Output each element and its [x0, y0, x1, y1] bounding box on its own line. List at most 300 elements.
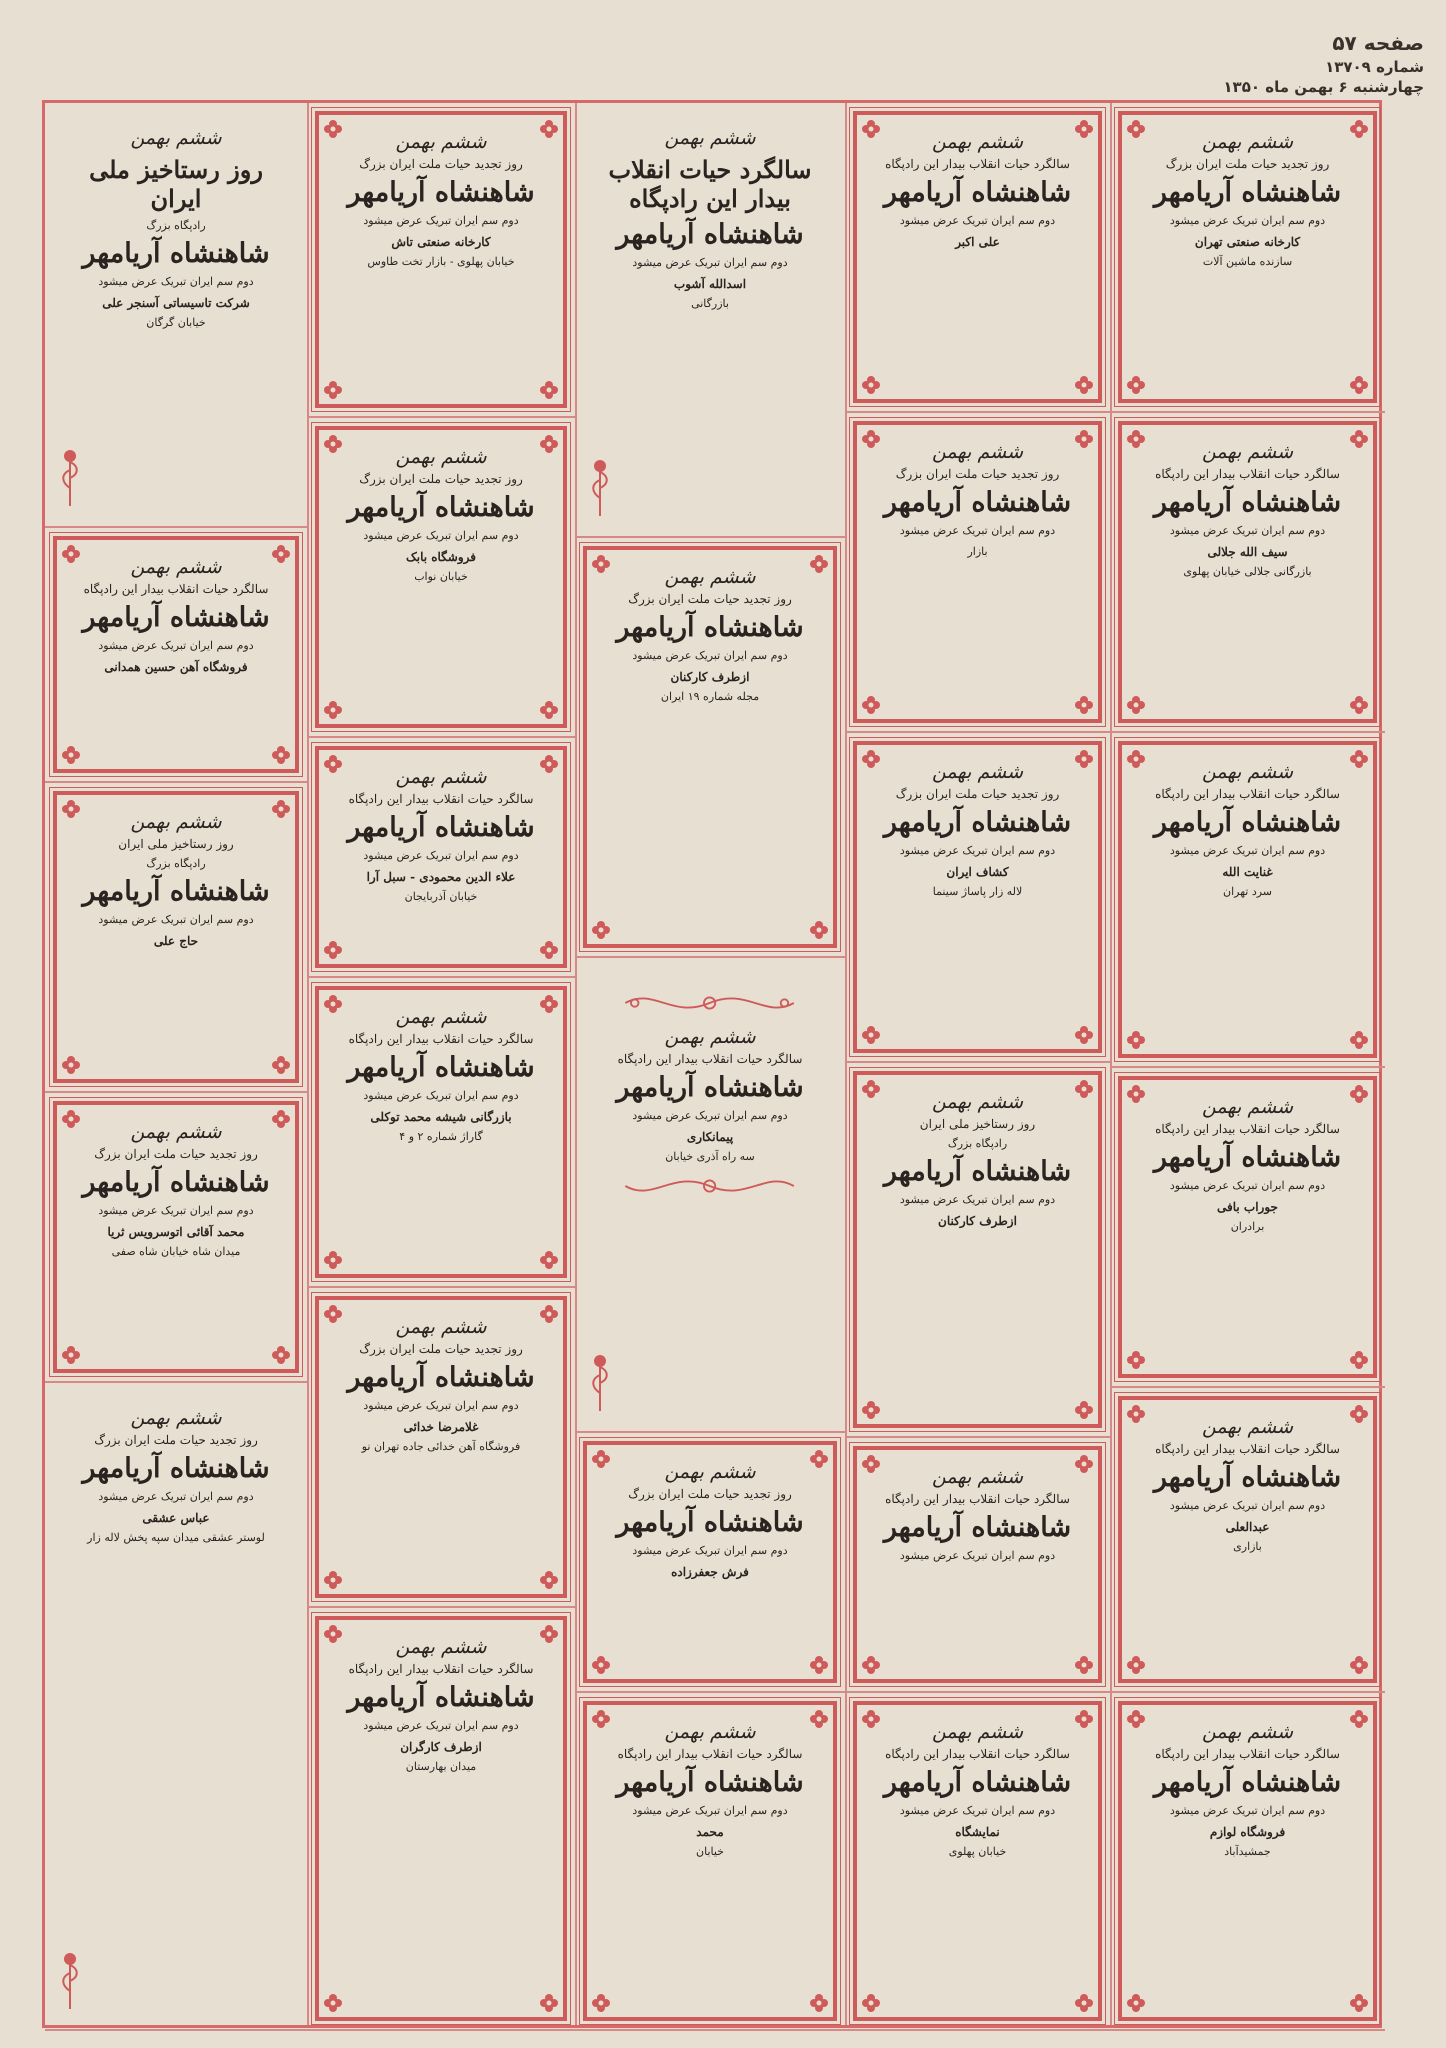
ad-title: روز تجدید حیات ملت ایران بزرگ	[94, 1433, 258, 1447]
ad-main-text: شاهنشاه آریامهر	[883, 807, 1072, 838]
ad-title: روز تجدید حیات ملت ایران بزرگ	[895, 787, 1060, 801]
ad-headline: ششم بهمن	[1201, 131, 1294, 153]
ad-cell	[845, 1438, 1110, 1693]
ad-note: دوم سم ایران تبریک عرض میشود	[363, 849, 519, 862]
greeting-ad	[53, 536, 299, 773]
flower-ornament-icon	[1349, 1404, 1369, 1424]
ad-advertiser: بازرگانی شیشه محمد توکلی	[370, 1110, 512, 1124]
ad-main-text: شاهنشاه آریامهر	[883, 1156, 1072, 1187]
ad-note: دوم سم ایران تبریک عرض میشود	[632, 256, 788, 269]
ad-cell	[307, 978, 575, 1288]
ad-headline: ششم بهمن	[130, 1121, 222, 1143]
ad-headline: ششم بهمن	[395, 446, 487, 468]
ad-main-text: شاهنشاه آریامهر	[82, 1167, 270, 1198]
flower-ornament-icon	[323, 700, 343, 720]
flower-ornament-icon	[1349, 429, 1369, 449]
flower-ornament-icon	[861, 119, 881, 139]
ad-subtitle: رادپگاه بزرگ	[146, 219, 206, 232]
ad-cell	[1110, 733, 1385, 1068]
ad-cell	[1110, 1388, 1385, 1693]
flower-ornament-icon	[61, 799, 81, 819]
ad-cell	[845, 103, 1110, 413]
ad-headline: ششم بهمن	[1201, 761, 1294, 783]
flower-ornament-icon	[61, 1109, 81, 1129]
flower-ornament-icon	[323, 1304, 343, 1324]
flower-ornament-icon	[861, 375, 881, 395]
flower-ornament-icon	[539, 1570, 559, 1590]
ad-cell	[845, 413, 1110, 733]
ad-main-text: شاهنشاه آریامهر	[347, 1682, 535, 1713]
flower-ornament-icon	[271, 799, 291, 819]
flower-ornament-icon	[861, 429, 881, 449]
ad-headline: ششم بهمن	[395, 1006, 487, 1028]
flower-ornament-icon	[1074, 695, 1094, 715]
ad-advertiser: محمد آقائی اتوسرویس ثریا	[107, 1225, 245, 1239]
flower-ornament-icon	[809, 554, 829, 574]
flower-ornament-icon	[323, 1250, 343, 1270]
ad-headline: ششم بهمن	[395, 766, 487, 788]
ad-cell	[45, 103, 307, 528]
flower-ornament-icon	[1074, 1025, 1094, 1045]
greeting-ad	[315, 746, 567, 968]
greeting-ad	[853, 111, 1102, 403]
ad-cell	[307, 738, 575, 978]
ad-address: خیابان نواب	[414, 570, 468, 583]
ornament-banner-icon	[616, 1169, 803, 1203]
ad-title: سالگرد حیات انقلاب بیدار این رادپگاه	[348, 1032, 534, 1046]
flower-ornament-icon	[861, 749, 881, 769]
ad-headline: ششم بهمن	[664, 1026, 756, 1048]
ad-address: خیابان پهلوی	[948, 1845, 1007, 1858]
flower-ornament-icon	[809, 1709, 829, 1729]
flower-ornament-icon	[1074, 1454, 1094, 1474]
flower-ornament-icon	[861, 695, 881, 715]
flower-ornament-icon	[1126, 429, 1146, 449]
ad-advertiser: کارخانه صنعتی تاش	[391, 235, 491, 249]
ad-title: سالگرد حیات انقلاب بیدار این رادپگاه	[617, 1747, 803, 1761]
ad-title: سالگرد حیات انقلاب بیدار این رادپگاه	[1155, 1442, 1340, 1456]
ad-advertiser: فروشگاه آهن حسین همدانی	[104, 660, 248, 674]
flower-ornament-icon	[271, 1109, 291, 1129]
flower-ornament-icon	[591, 1993, 611, 2013]
ad-main-text: شاهنشاه آریامهر	[883, 1512, 1072, 1543]
issue-number: شماره ۱۳۷۰۹	[1325, 58, 1424, 76]
ad-main-text: شاهنشاه آریامهر	[347, 177, 535, 208]
ad-cell	[845, 1063, 1110, 1438]
flower-ornament-icon	[1349, 119, 1369, 139]
ad-subtitle: رادپگاه بزرگ	[146, 857, 206, 870]
ad-sheet	[42, 100, 1382, 2028]
flower-ornament-icon	[323, 1570, 343, 1590]
ad-note: دوم سم ایران تبریک عرض میشود	[98, 1204, 254, 1217]
ad-headline: ششم بهمن	[395, 131, 487, 153]
ad-address: بازرگانی	[691, 297, 729, 310]
greeting-ad	[53, 111, 299, 518]
flower-ornament-icon	[271, 745, 291, 765]
greeting-ad	[1118, 1396, 1377, 1683]
flower-ornament-icon	[539, 1624, 559, 1644]
ad-advertiser: شرکت تاسیساتی آسنجر علی	[102, 296, 250, 310]
ad-subtitle: رادپگاه بزرگ	[947, 1137, 1008, 1150]
flower-ornament-icon	[1126, 1993, 1146, 2013]
ad-cell	[45, 1383, 307, 2031]
ad-title: سالگرد حیات انقلاب بیدار این رادپگاه	[1155, 787, 1340, 801]
greeting-ad	[583, 1441, 837, 1683]
flower-ornament-icon	[323, 119, 343, 139]
flower-ornament-icon	[539, 1304, 559, 1324]
ad-cell	[45, 528, 307, 783]
ad-main-text: شاهنشاه آریامهر	[82, 1453, 270, 1484]
flower-ornament-icon	[539, 994, 559, 1014]
flower-ornament-icon	[61, 745, 81, 765]
flower-ornament-icon	[591, 1655, 611, 1675]
flower-ornament-icon	[809, 1655, 829, 1675]
ad-main-text: شاهنشاه آریامهر	[1153, 807, 1342, 838]
ad-note: دوم سم ایران تبریک عرض میشود	[98, 913, 254, 926]
flower-ornament-icon	[1126, 1655, 1146, 1675]
ad-cell	[307, 1288, 575, 1608]
ad-address: خیابان پهلوی - بازار تخت طاوس	[367, 255, 515, 268]
ad-address: میدان شاه خیابان شاه صفی	[111, 1245, 241, 1258]
ad-advertiser: کشاف ایران	[946, 865, 1009, 879]
ad-note: دوم سم ایران تبریک عرض میشود	[98, 275, 254, 288]
ad-title: روز تجدید حیات ملت ایران بزرگ	[895, 467, 1060, 481]
flower-ornament-icon	[861, 1079, 881, 1099]
flower-ornament-icon	[861, 1400, 881, 1420]
ad-cell	[45, 1093, 307, 1383]
ad-note: دوم سم ایران تبریک عرض میشود	[1169, 844, 1326, 857]
ad-note: دوم سم ایران تبریک عرض میشود	[899, 524, 1056, 537]
ad-advertiser: علاء الدین محمودی - سبل آرا	[366, 870, 516, 884]
greeting-ad	[853, 1071, 1102, 1428]
ad-main-text: شاهنشاه آریامهر	[616, 1767, 804, 1798]
ad-headline: ششم بهمن	[664, 1461, 756, 1483]
ad-title: سالگرد حیات انقلاب بیدار این رادپگاه	[1155, 1747, 1340, 1761]
greeting-ad	[315, 1616, 567, 2021]
ad-address: بازار	[967, 545, 988, 558]
flower-ornament-icon	[861, 1655, 881, 1675]
ad-advertiser: ازطرف کارگران	[400, 1740, 482, 1754]
ad-column	[45, 103, 307, 2025]
ad-advertiser: سیف الله جلالی	[1207, 545, 1288, 559]
ad-note: دوم سم ایران تبریک عرض میشود	[899, 214, 1056, 227]
ad-cell	[575, 1693, 845, 2031]
flower-ornament-icon	[1349, 375, 1369, 395]
ad-advertiser: کارخانه صنعتی تهران	[1194, 235, 1301, 249]
ad-advertiser: عباس عشقی	[142, 1511, 210, 1525]
ad-main-text: شاهنشاه آریامهر	[347, 1362, 535, 1393]
ad-cell	[575, 538, 845, 958]
ad-column	[845, 103, 1110, 2025]
ad-advertiser: فروشگاه لوازم	[1209, 1825, 1286, 1839]
flower-ornament-icon	[323, 380, 343, 400]
ad-main-text: شاهنشاه آریامهر	[1153, 1767, 1342, 1798]
flower-ornament-icon	[1349, 695, 1369, 715]
ad-title: سالگرد حیات انقلاب بیدار این رادپگاه	[885, 1492, 1070, 1506]
flower-ornament-icon	[539, 1250, 559, 1270]
ad-cell	[575, 103, 845, 538]
ad-headline: ششم بهمن	[931, 761, 1024, 783]
ad-main-text: شاهنشاه آریامهر	[1153, 177, 1342, 208]
ad-address: گاراژ شماره ۲ و ۴	[399, 1130, 483, 1143]
ad-note: دوم سم ایران تبریک عرض میشود	[1169, 214, 1326, 227]
flower-ornament-icon	[861, 1454, 881, 1474]
ad-headline: ششم بهمن	[130, 556, 222, 578]
flower-ornament-icon	[591, 554, 611, 574]
column-separator	[1110, 103, 1112, 2025]
ad-headline: ششم بهمن	[130, 1407, 222, 1429]
ad-cell	[1110, 413, 1385, 733]
ad-main-text: شاهنشاه آریامهر	[616, 1072, 804, 1103]
flower-stem-icon	[57, 1951, 83, 2011]
greeting-ad	[315, 1296, 567, 1598]
flower-ornament-icon	[539, 940, 559, 960]
ad-advertiser: نمایشگاه	[955, 1825, 1000, 1839]
flower-ornament-icon	[61, 544, 81, 564]
flower-ornament-icon	[1074, 1655, 1094, 1675]
flower-ornament-icon	[1349, 1030, 1369, 1050]
ad-address: جمشیدآباد	[1224, 1845, 1271, 1858]
ad-note: دوم سم ایران تبریک عرض میشود	[363, 1399, 519, 1412]
ad-title: سالگرد حیات انقلاب بیدار این رادپگاه	[83, 582, 269, 596]
ad-headline: ششم بهمن	[664, 566, 756, 588]
flower-ornament-icon	[1126, 375, 1146, 395]
ad-address: خیابان گرگان	[146, 316, 206, 329]
ad-cell	[845, 733, 1110, 1063]
flower-ornament-icon	[271, 1055, 291, 1075]
flower-ornament-icon	[323, 434, 343, 454]
ad-title: سالگرد حیات انقلاب بیدار این رادپگاه	[348, 792, 534, 806]
ad-headline: ششم بهمن	[931, 131, 1024, 153]
greeting-ad	[315, 986, 567, 1278]
ad-advertiser: ازطرف کارکنان	[670, 670, 750, 684]
flower-ornament-icon	[323, 1993, 343, 2013]
flower-ornament-icon	[1074, 119, 1094, 139]
greeting-ad	[853, 1701, 1102, 2021]
flower-ornament-icon	[539, 119, 559, 139]
greeting-ad	[583, 546, 837, 948]
ad-address: برادران	[1230, 1220, 1265, 1233]
ad-headline: ششم بهمن	[130, 127, 222, 149]
flower-ornament-icon	[1074, 749, 1094, 769]
flower-ornament-icon	[323, 754, 343, 774]
greeting-ad	[53, 1101, 299, 1373]
page-header	[1164, 30, 1424, 98]
ad-cell	[575, 958, 845, 1433]
greeting-ad	[853, 741, 1102, 1053]
ad-note: دوم سم ایران تبریک عرض میشود	[363, 529, 519, 542]
ad-headline: ششم بهمن	[931, 441, 1024, 463]
ad-main-text: شاهنشاه آریامهر	[883, 487, 1072, 518]
ad-title: سالگرد حیات انقلاب بیدار این رادپگاه	[1155, 1122, 1340, 1136]
ad-title: روز تجدید حیات ملت ایران بزرگ	[359, 472, 523, 486]
flower-ornament-icon	[1074, 1993, 1094, 2013]
column-separator	[575, 103, 577, 2025]
ad-cell	[1110, 1068, 1385, 1388]
ad-advertiser: فرش جعفرزاده	[671, 1565, 749, 1579]
ad-main-text: شاهنشاه آریامهر	[616, 1507, 804, 1538]
ad-title: سالگرد حیات انقلاب بیدار این رادپگاه	[885, 1747, 1070, 1761]
ad-address: بازاری	[1233, 1540, 1262, 1553]
ad-note: دوم سم ایران تبریک عرض میشود	[1169, 1499, 1326, 1512]
ad-note: دوم سم ایران تبریک عرض میشود	[632, 649, 788, 662]
ad-cell	[1110, 103, 1385, 413]
ad-headline: ششم بهمن	[395, 1316, 487, 1338]
flower-ornament-icon	[809, 920, 829, 940]
ad-title: روز تجدید حیات ملت ایران بزرگ	[359, 1342, 523, 1356]
ad-main-text: شاهنشاه آریامهر	[616, 219, 804, 250]
flower-ornament-icon	[1074, 375, 1094, 395]
ad-cell	[307, 418, 575, 738]
ad-note: دوم سم ایران تبریک عرض میشود	[98, 1490, 254, 1503]
greeting-ad	[1118, 741, 1377, 1058]
ad-advertiser: غلامرضا خدائی	[403, 1420, 479, 1434]
ad-main-text: شاهنشاه آریامهر	[347, 1052, 535, 1083]
flower-ornament-icon	[1126, 1350, 1146, 1370]
flower-ornament-icon	[1349, 1709, 1369, 1729]
flower-ornament-icon	[1074, 1079, 1094, 1099]
flower-ornament-icon	[323, 1624, 343, 1644]
ad-title: سالگرد حیات انقلاب بیدار این رادپگاه	[617, 1052, 803, 1066]
ad-address: میدان بهارستان	[405, 1760, 477, 1773]
ad-title: سالگرد حیات انقلاب بیدار این رادپگاه	[885, 157, 1070, 171]
ad-column	[1110, 103, 1385, 2025]
ad-cell	[1110, 1693, 1385, 2031]
ad-note: دوم سم ایران تبریک عرض میشود	[98, 639, 254, 652]
flower-ornament-icon	[1349, 1084, 1369, 1104]
flower-ornament-icon	[861, 1025, 881, 1045]
ad-note: دوم سم ایران تبریک عرض میشود	[632, 1544, 788, 1557]
greeting-ad	[53, 791, 299, 1083]
flower-ornament-icon	[1126, 1030, 1146, 1050]
flower-ornament-icon	[61, 1345, 81, 1365]
ad-advertiser: حاج علی	[153, 934, 199, 948]
ad-title: سالگرد حیات انقلاب بیدار این رادپگاه	[608, 155, 812, 213]
greeting-ad	[315, 111, 567, 408]
ad-headline: ششم بهمن	[931, 1091, 1024, 1113]
greeting-ad	[1118, 111, 1377, 403]
ad-main-text: شاهنشاه آریامهر	[347, 812, 535, 843]
ad-main-text: شاهنشاه آریامهر	[82, 602, 270, 633]
ad-advertiser: عبدالعلی	[1225, 1520, 1270, 1534]
ad-advertiser: پیمانکاری	[686, 1130, 734, 1144]
flower-ornament-icon	[539, 700, 559, 720]
ad-note: دوم سم ایران تبریک عرض میشود	[363, 1719, 519, 1732]
ad-note: دوم سم ایران تبریک عرض میشود	[363, 1089, 519, 1102]
flower-ornament-icon	[1126, 749, 1146, 769]
ad-main-text: شاهنشاه آریامهر	[883, 177, 1072, 208]
ad-note: دوم سم ایران تبریک عرض میشود	[632, 1804, 788, 1817]
ad-address: خیابان آذربایجان	[404, 890, 478, 903]
ad-address: سه راه آذری خیابان	[665, 1150, 755, 1163]
ad-advertiser: فروشگاه بابک	[405, 550, 477, 564]
flower-ornament-icon	[861, 1993, 881, 2013]
ad-note: دوم سم ایران تبریک عرض میشود	[1169, 524, 1326, 537]
ad-main-text: شاهنشاه آریامهر	[1153, 487, 1342, 518]
ad-headline: ششم بهمن	[1201, 1721, 1294, 1743]
ad-main-text: شاهنشاه آریامهر	[347, 492, 535, 523]
ad-cell	[307, 103, 575, 418]
page-number: صفحه ۵۷	[1332, 31, 1424, 55]
flower-ornament-icon	[323, 940, 343, 960]
column-separator	[845, 103, 847, 2025]
ad-column	[307, 103, 575, 2025]
ad-headline: ششم بهمن	[1201, 441, 1294, 463]
ad-headline: ششم بهمن	[931, 1721, 1024, 1743]
flower-ornament-icon	[1074, 1709, 1094, 1729]
ad-title: سالگرد حیات انقلاب بیدار این رادپگاه	[1155, 467, 1340, 481]
flower-ornament-icon	[1074, 1400, 1094, 1420]
ad-main-text: شاهنشاه آریامهر	[1153, 1142, 1342, 1173]
flower-ornament-icon	[1126, 119, 1146, 139]
flower-ornament-icon	[591, 1709, 611, 1729]
ad-note: دوم سم ایران تبریک عرض میشود	[363, 214, 519, 227]
ad-note: دوم سم ایران تبریک عرض میشود	[1169, 1179, 1326, 1192]
ad-title: روز رستاخیز ملی ایران	[118, 837, 234, 851]
flower-stem-icon	[587, 1353, 613, 1413]
flower-ornament-icon	[591, 920, 611, 940]
ad-address: سازنده ماشین آلات	[1202, 255, 1293, 268]
greeting-ad	[1118, 1076, 1377, 1378]
greeting-ad	[53, 1391, 299, 2021]
greeting-ad	[583, 111, 837, 528]
ad-advertiser: محمد	[696, 1825, 724, 1839]
flower-ornament-icon	[323, 994, 343, 1014]
ad-advertiser: اسدالله آشوب	[673, 277, 747, 291]
ad-address: مجله شماره ۱۹ ایران	[660, 690, 760, 703]
greeting-ad	[1118, 1701, 1377, 2021]
greeting-ad	[1118, 421, 1377, 723]
ad-cell	[45, 783, 307, 1093]
ad-headline: ششم بهمن	[1201, 1096, 1294, 1118]
ad-note: دوم سم ایران تبریک عرض میشود	[899, 1549, 1056, 1562]
ad-title: روز تجدید حیات ملت ایران بزرگ	[359, 157, 523, 171]
ad-address: بازرگانی جلالی خیابان پهلوی	[1183, 565, 1312, 578]
ad-advertiser: علی اکبر	[955, 235, 1000, 249]
ad-note: دوم سم ایران تبریک عرض میشود	[899, 1193, 1056, 1206]
ad-note: دوم سم ایران تبریک عرض میشود	[899, 1804, 1056, 1817]
flower-ornament-icon	[1074, 429, 1094, 449]
flower-ornament-icon	[1349, 1993, 1369, 2013]
flower-stem-icon	[587, 458, 613, 518]
flower-ornament-icon	[591, 1449, 611, 1469]
ad-note: دوم سم ایران تبریک عرض میشود	[1169, 1804, 1326, 1817]
flower-ornament-icon	[809, 1449, 829, 1469]
flower-ornament-icon	[1126, 1084, 1146, 1104]
flower-ornament-icon	[539, 434, 559, 454]
ad-title: سالگرد حیات انقلاب بیدار این رادپگاه	[348, 1662, 534, 1676]
ad-column	[575, 103, 845, 2025]
ad-headline: ششم بهمن	[664, 127, 756, 149]
ad-headline: ششم بهمن	[130, 811, 222, 833]
ad-headline: ششم بهمن	[395, 1636, 487, 1658]
ad-address: لاله زار پاساژ سینما	[932, 885, 1023, 898]
ad-advertiser: ازطرف کارکنان	[938, 1214, 1017, 1228]
ad-title: روز تجدید حیات ملت ایران بزرگ	[628, 1487, 792, 1501]
flower-ornament-icon	[271, 1345, 291, 1365]
ad-address: سرد تهران	[1222, 885, 1273, 898]
flower-ornament-icon	[1349, 1655, 1369, 1675]
flower-ornament-icon	[539, 380, 559, 400]
greeting-ad	[583, 1701, 837, 2021]
ad-advertiser: جوراب بافی	[1217, 1200, 1278, 1214]
greeting-ad	[583, 966, 837, 1423]
ad-title: روز رستاخیز ملی ایران	[89, 155, 263, 213]
ad-advertiser: غنایت الله	[1222, 865, 1273, 879]
flower-ornament-icon	[539, 1993, 559, 2013]
ad-main-text: شاهنشاه آریامهر	[1153, 1462, 1342, 1493]
ad-address: خیابان	[696, 1845, 724, 1858]
